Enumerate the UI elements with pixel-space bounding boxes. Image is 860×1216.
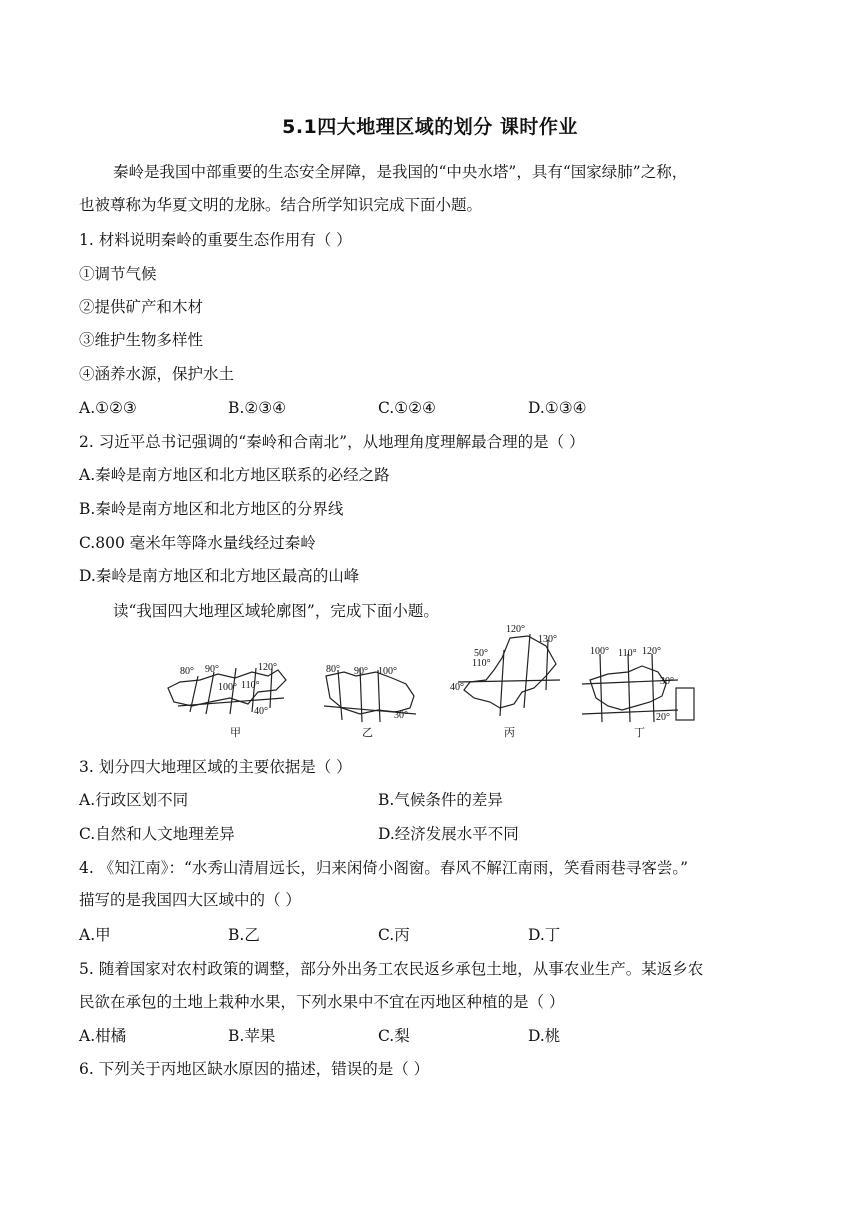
- q2-option-a[interactable]: A.秦岭是南方地区和北方地区联系的必经之路: [79, 466, 390, 484]
- q1-item-3: ③维护生物多样性: [79, 331, 204, 349]
- q5-options: [79, 1026, 779, 1046]
- map-bing: [450, 624, 560, 739]
- ding-tick-4: 30°: [660, 676, 674, 687]
- jia-tick-5: 120°: [258, 662, 277, 673]
- q3-options-row-1: [79, 790, 779, 810]
- ding-tick-1: 100°: [590, 646, 609, 657]
- q5-option-b[interactable]: B.苹果: [228, 1027, 276, 1045]
- q1-option-a[interactable]: A.①②③: [79, 399, 137, 417]
- jia-tick-1: 80°: [180, 666, 194, 677]
- q1-item-2: ②提供矿产和木材: [79, 298, 204, 316]
- intro-paragraph-line-2: 也被尊称为华夏文明的龙脉。结合所学知识完成下面小题。: [79, 196, 483, 214]
- map-ding: [582, 646, 694, 739]
- q3-option-c[interactable]: C.自然和人文地理差异: [79, 825, 235, 843]
- bing-tick-4: 110°: [472, 658, 491, 669]
- question-6-stem: 6. 下列关于丙地区缺水原因的描述，错误的是（ ）: [79, 1060, 430, 1078]
- q5-option-a[interactable]: A.柑橘: [79, 1027, 127, 1045]
- q5-option-d[interactable]: D.桃: [528, 1027, 561, 1045]
- region-maps-svg: [160, 624, 700, 742]
- jia-tick-2: 90°: [205, 664, 219, 675]
- map-label-bing: 丙: [504, 727, 515, 739]
- intro-paragraph-line-1: 秦岭是我国中部重要的生态安全屏障，是我国的“中央水塔”，具有“国家绿肺”之称，: [113, 163, 688, 181]
- map-jia: [168, 662, 286, 739]
- question-4-stem-line-2: 描写的是我国四大区域中的（ ）: [79, 891, 301, 909]
- map-yi: [324, 664, 416, 739]
- ding-tick-3: 120°: [642, 646, 661, 657]
- q2-option-c[interactable]: C.800 毫米年等降水量线经过秦岭: [79, 534, 316, 552]
- q1-options: [79, 398, 779, 418]
- q3-option-a[interactable]: A.行政区划不同: [79, 791, 189, 809]
- q3-option-d[interactable]: D.经济发展水平不同: [378, 825, 519, 843]
- q1-item-1: ①调节气候: [79, 265, 157, 283]
- q4-option-a[interactable]: A.甲: [79, 926, 111, 944]
- yi-tick-3: 100°: [378, 666, 397, 677]
- jia-tick-6: 40°: [254, 706, 268, 717]
- map-label-yi: 乙: [362, 727, 373, 739]
- page-title: 5.1四大地理区域的划分 课时作业: [282, 116, 578, 138]
- question-3-stem: 3. 划分四大地理区域的主要依据是（ ）: [79, 758, 352, 776]
- q1-option-b[interactable]: B.②③④: [228, 399, 287, 417]
- figure-intro: 读“我国四大地理区域轮廓图”，完成下面小题。: [113, 602, 439, 620]
- q4-option-d[interactable]: D.丁: [528, 926, 561, 944]
- bing-tick-3: 50°: [474, 648, 488, 659]
- question-2-stem: 2. 习近平总书记强调的“秦岭和合南北”，从地理角度理解最合理的是（ ）: [79, 433, 585, 451]
- map-label-ding: 丁: [634, 727, 645, 739]
- bing-tick-5: 40°: [450, 682, 464, 693]
- map-label-jia: 甲: [230, 727, 241, 739]
- question-5-stem-line-2: 民欲在承包的土地上栽种水果，下列水果中不宜在丙地区种植的是（ ）: [79, 993, 565, 1011]
- yi-tick-2: 90°: [354, 666, 368, 677]
- q3-options-row-2: [79, 824, 779, 844]
- question-5-stem-line-1: 5. 随着国家对农村政策的调整，部分外出务工农民返乡承包土地，从事农业生产。某返乡农: [79, 960, 704, 978]
- jia-tick-3: 100°: [218, 682, 237, 693]
- bing-tick-2: 130°: [538, 634, 557, 645]
- q4-options: [79, 925, 779, 945]
- q4-option-b[interactable]: B.乙: [228, 926, 260, 944]
- ding-tick-5: 20°: [656, 712, 670, 723]
- q3-option-b[interactable]: B.气候条件的差异: [378, 791, 503, 809]
- q2-option-d[interactable]: D.秦岭是南方地区和北方地区最高的山峰: [79, 567, 360, 585]
- question-1-stem: 1. 材料说明秦岭的重要生态作用有（ ）: [79, 231, 352, 249]
- q1-item-4: ④涵养水源，保护水土: [79, 365, 235, 383]
- question-4-stem-line-1: 4. 《知江南》：“水秀山清眉远长，归来闲倚小阁窗。春风不解江南雨，笑看雨巷寻客尝。”: [79, 859, 689, 877]
- q1-option-d[interactable]: D.①③④: [528, 399, 587, 417]
- ding-tick-2: 110°: [618, 648, 637, 659]
- q5-option-c[interactable]: C.梨: [378, 1027, 410, 1045]
- q2-option-b[interactable]: B.秦岭是南方地区和北方地区的分界线: [79, 500, 344, 518]
- q4-option-c[interactable]: C.丙: [378, 926, 410, 944]
- region-outline-figure: [160, 624, 700, 742]
- bing-tick-1: 120°: [506, 624, 525, 635]
- q1-option-c[interactable]: C.①②④: [378, 399, 436, 417]
- jia-tick-4: 110°: [241, 680, 260, 691]
- yi-tick-1: 80°: [326, 664, 340, 675]
- yi-tick-4: 30°: [394, 710, 408, 721]
